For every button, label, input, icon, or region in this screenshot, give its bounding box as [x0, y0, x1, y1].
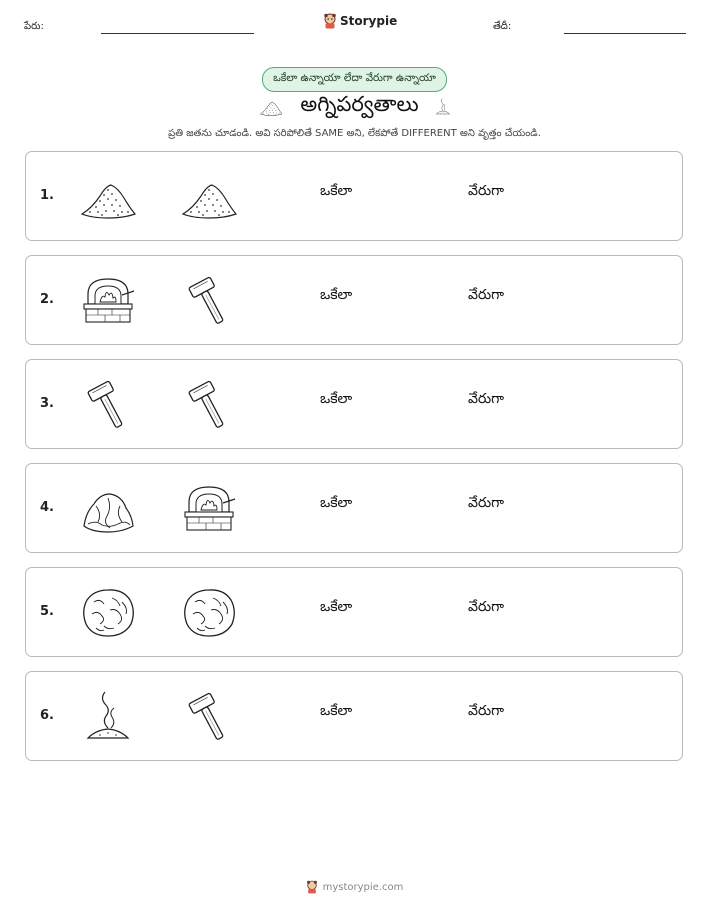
steam-vent-icon [78, 690, 138, 744]
question-number: 4. [40, 500, 54, 515]
question-number: 5. [40, 604, 54, 619]
different-option[interactable]: వేరుగా [468, 391, 504, 407]
worksheet-header [0, 12, 709, 42]
same-option[interactable]: ఒకేలా [320, 287, 353, 303]
ash-pile-icon [78, 170, 138, 224]
storypie-mascot-icon [306, 880, 318, 894]
question-row [25, 255, 683, 345]
question-number: 6. [40, 708, 54, 723]
lava-rock-icon [78, 586, 138, 640]
question-row [25, 567, 683, 657]
date-line[interactable] [564, 33, 686, 34]
different-option[interactable]: వేరుగా [468, 599, 504, 615]
subtitle-pill: ఒకేలా ఉన్నాయా లేదా వేరుగా ఉన్నాయా [262, 67, 447, 92]
footer [0, 880, 709, 894]
brand-logo [323, 13, 397, 29]
same-option[interactable]: ఒకేలా [320, 703, 353, 719]
lava-rock-icon [179, 586, 239, 640]
instructions: ప్రతి జతను చూడండి. అవి సరిపోలితే SAME అని, లేకపోతే DIFFERENT అని వృత్తం చేయండి. [168, 128, 541, 139]
date-label: తేదీ: [493, 21, 512, 32]
different-option[interactable]: వేరుగా [468, 703, 504, 719]
forge-icon [179, 482, 239, 536]
hammer-icon [78, 378, 138, 432]
question-number: 2. [40, 292, 54, 307]
hammer-icon [179, 378, 239, 432]
main-title [0, 92, 709, 122]
question-number: 3. [40, 396, 54, 411]
steam-vent-icon [433, 94, 453, 120]
question-row [25, 463, 683, 553]
different-option[interactable]: వేరుగా [468, 495, 504, 511]
same-option[interactable]: ఒకేలా [320, 391, 353, 407]
storypie-mascot-icon [323, 13, 337, 29]
hammer-icon [179, 274, 239, 328]
different-option[interactable]: వేరుగా [468, 287, 504, 303]
question-row [25, 671, 683, 761]
hammer-icon [179, 690, 239, 744]
ash-pile-icon [256, 96, 286, 118]
same-option[interactable]: ఒకేలా [320, 599, 353, 615]
ash-pile-icon [179, 170, 239, 224]
question-row [25, 151, 683, 241]
forge-icon [78, 274, 138, 328]
footer-site: mystorypie.com [322, 881, 404, 893]
question-row [25, 359, 683, 449]
subtitle-wrap [0, 66, 709, 92]
name-label: పేరు: [24, 21, 44, 32]
page-title: అగ్నిపర్వతాలు [300, 92, 419, 116]
question-number: 1. [40, 188, 54, 203]
different-option[interactable]: వేరుగా [468, 183, 504, 199]
same-option[interactable]: ఒకేలా [320, 183, 353, 199]
lava-mound-icon [78, 482, 138, 536]
brand-name: Storypie [340, 14, 398, 28]
same-option[interactable]: ఒకేలా [320, 495, 353, 511]
name-line[interactable] [101, 33, 254, 34]
